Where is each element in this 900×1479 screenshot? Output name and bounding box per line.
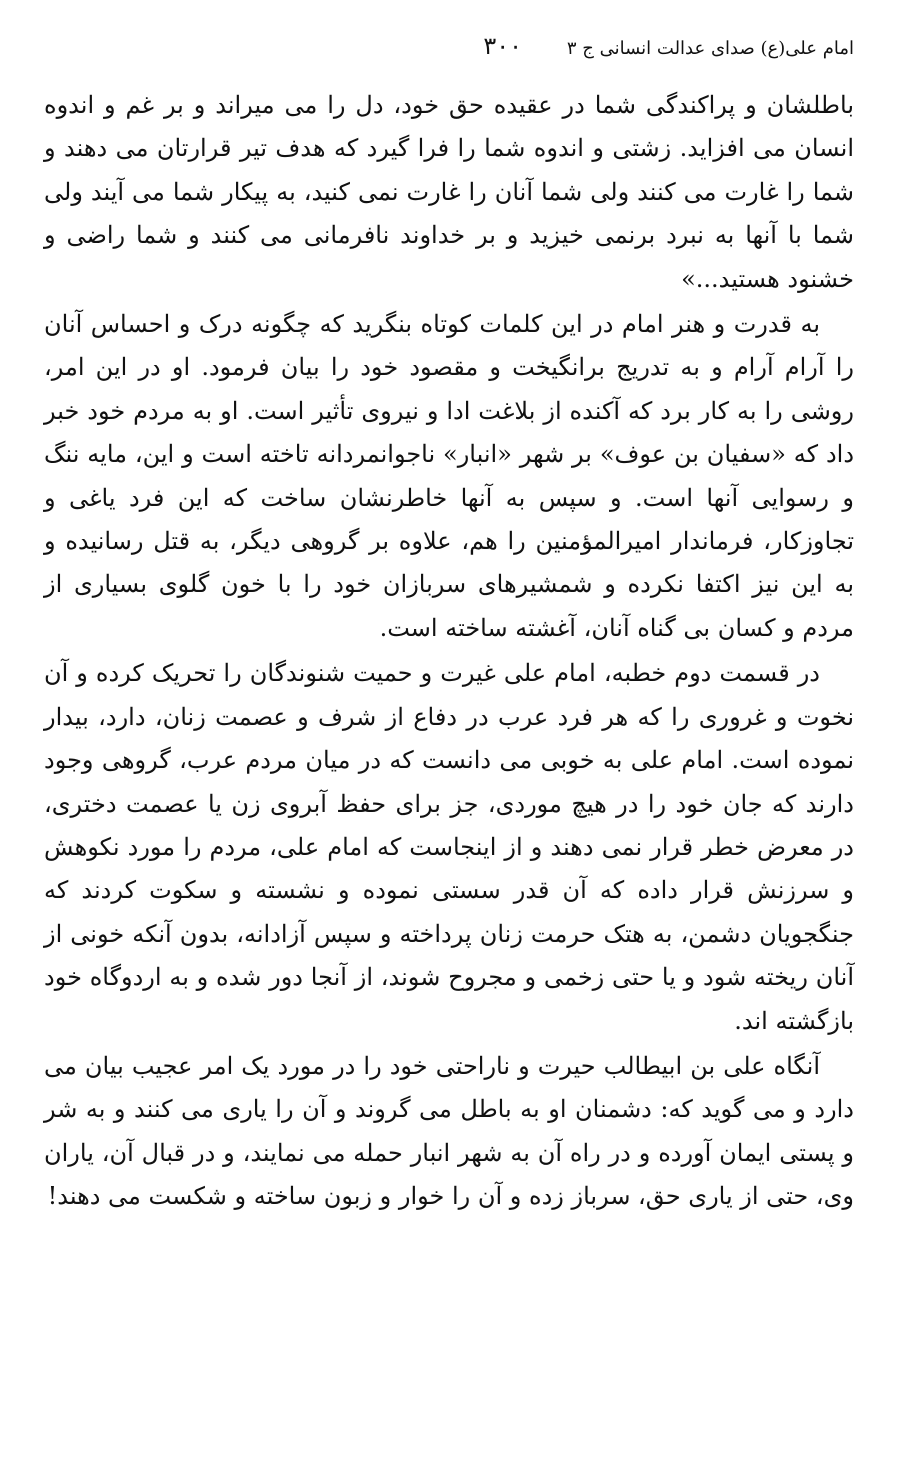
page-header [44, 30, 854, 70]
running-head: امام علی(ع) صدای عدالت انسانی ج ۳ [566, 38, 854, 59]
page-number: ۳۰۰ [483, 32, 522, 60]
paragraph: آنگاه علی بن ابیطالب حیرت و ناراحتی خود را در مورد یک امر عجیب بیان می دارد و می گوید که: دشمنان او به باطل می گروند و آن را یاری می کنند و به شر و پستی ایمان آورده و در راه آن به شهر انبار حمله می نمایند، و در قبال آن، یاران وی، حتی از یاری حق، سرباز زده و آن را خوار و زبون ساخته و شکست می دهند! [44, 1051, 854, 1211]
body-text [44, 84, 854, 1221]
paragraph: در قسمت دوم خطبه، امام علی غیرت و حمیت شنوندگان را تحریک کرده و آن نخوت و غروری را که هر فرد عرب در دفاع از شرف و عصمت زنان، دارد، بیدار نموده است. امام علی به خوبی می دانست که در میان مردم عرب، گروهی وجود دارند که جان خود را در هیچ موردی، جز برای حفظ آبروی زن یا عصمت دختری، در معرض خطر قرار نمی دهند و از اینجاست که امام علی، مردم را مورد نکوهش و سرزنش قرار داده که آن قدر سستی نموده و نشسته و سکوت کردند که جنگجویان دشمن، به هتک حرمت زنان پرداخته و سپس آزادانه، بدون آنکه خونی از آنان ریخته شود و یا حتی زخمی و مجروح شوند، از آنجا دور شده و به اردوگاه خود بازگشته اند. [44, 659, 855, 1035]
paragraph-continued: باطلشان و پراکندگی شما در عقیده حق خود، دل را می میراند و بر غم و اندوه انسان می افزاید. زشتی و اندوه شما را فرا گیرد که هدف تیر قرارتان می دهند و شما را غارت می کنند ولی شما آنان را غارت نمی کنید، به پیکار شما می آیند ولی شما با آنها به نبرد برنمی خیزید و بر خداوند نافرمانی می کنند و شما راضی و خشنود هستید...» [44, 91, 854, 293]
paragraph: به قدرت و هنر امام در این کلمات کوتاه بنگرید که چگونه درک و احساس آنان را آرام آرام و به تدریج برانگیخت و مقصود خود را بیان فرمود. او در این امر، روشی را به کار برد که آکنده از بلاغت ادا و نیروی تأثیر است. او به مردم خود خبر داد که «سفیان بن عوف» بر شهر «انبار» ناجوانمردانه تاخته است و این، مایه ننگ و رسوایی آنها است. و سپس به آنها خاطرنشان ساخت که این فرد یاغی و تجاوزکار، فرماندار امیرالمؤمنین را هم، علاوه بر گروهی دیگر، به قتل رسانیده و به این نیز اکتفا نکرده و شمشیرهای سربازان خود را با خون گلوی بسیاری از مردم و کسان بی گناه آنان، آغشته ساخته است. [44, 310, 855, 642]
